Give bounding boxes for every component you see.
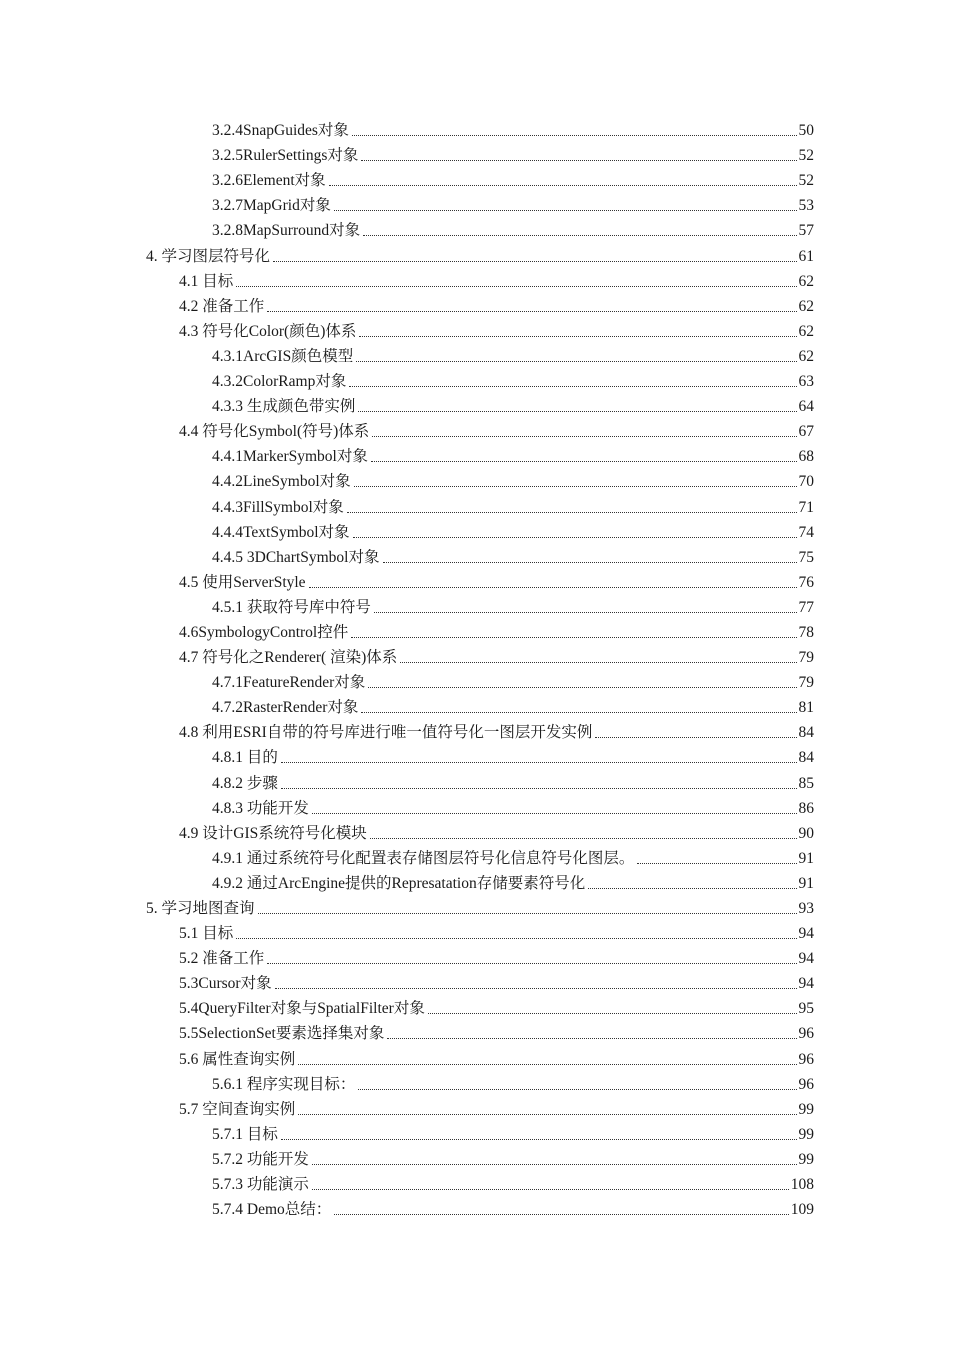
toc-entry-title: 4.4.3FillSymbol对象 <box>212 498 344 516</box>
toc-dot-leader <box>312 1189 789 1190</box>
toc-entry[interactable] <box>0 918 960 943</box>
toc-entry[interactable] <box>0 642 960 667</box>
toc-dot-leader <box>349 386 796 387</box>
toc-entry-page-number: 90 <box>798 824 814 842</box>
toc-entry[interactable] <box>0 943 960 968</box>
toc-entry-title: 4.5 使用ServerStyle <box>179 573 306 591</box>
toc-entry-page-number: 64 <box>798 398 814 416</box>
toc-entry-title: 4.4.5 3DChartSymbol对象 <box>212 548 380 566</box>
toc-entry-page-number: 81 <box>798 699 814 717</box>
toc-entry[interactable] <box>0 266 960 291</box>
toc-entry[interactable] <box>0 1119 960 1144</box>
toc-entry[interactable] <box>0 818 960 843</box>
toc-entry[interactable] <box>0 316 960 341</box>
toc-entry-title: 4.7 符号化之Renderer( 渲染)体系 <box>179 649 398 667</box>
toc-entry-page-number: 84 <box>798 749 814 767</box>
toc-dot-leader <box>334 1214 788 1215</box>
toc-entry-page-number: 74 <box>798 523 814 541</box>
toc-entry-title: 3.2.7MapGrid对象 <box>212 197 331 215</box>
toc-entry-page-number: 61 <box>798 247 814 265</box>
toc-entry[interactable] <box>0 1194 960 1219</box>
toc-entry[interactable] <box>0 441 960 466</box>
toc-entry-page-number: 96 <box>798 1050 814 1068</box>
toc-dot-leader <box>298 1064 796 1065</box>
toc-entry[interactable] <box>0 767 960 792</box>
toc-entry-page-number: 79 <box>798 674 814 692</box>
toc-entry-page-number: 94 <box>798 950 814 968</box>
toc-dot-leader <box>347 512 797 513</box>
toc-entry[interactable] <box>0 240 960 265</box>
toc-entry[interactable] <box>0 291 960 316</box>
toc-entry[interactable] <box>0 1018 960 1043</box>
toc-entry[interactable] <box>0 993 960 1018</box>
toc-dot-leader <box>374 612 797 613</box>
toc-entry[interactable] <box>0 567 960 592</box>
toc-entry[interactable] <box>0 517 960 542</box>
toc-entry-title: 5.7 空间查询实例 <box>179 1100 296 1118</box>
toc-entry-title: 5.6 属性查询实例 <box>179 1050 296 1068</box>
toc-entry-title: 4.8.3 功能开发 <box>212 799 309 817</box>
toc-dot-leader <box>387 1038 796 1039</box>
toc-entry-page-number: 108 <box>790 1176 814 1194</box>
toc-entry[interactable] <box>0 893 960 918</box>
toc-entry-page-number: 75 <box>798 548 814 566</box>
toc-entry-page-number: 96 <box>798 1075 814 1093</box>
toc-entry-title: 3.2.6Element对象 <box>212 172 326 190</box>
toc-dot-leader <box>309 587 797 588</box>
toc-entry-page-number: 79 <box>798 649 814 667</box>
toc-entry[interactable] <box>0 1144 960 1169</box>
toc-dot-leader <box>236 286 796 287</box>
toc-entry[interactable] <box>0 215 960 240</box>
toc-dot-leader <box>428 1013 797 1014</box>
toc-entry-page-number: 53 <box>798 197 814 215</box>
toc-entry[interactable] <box>0 617 960 642</box>
toc-dot-leader <box>334 210 797 211</box>
toc-dot-leader <box>329 185 797 186</box>
toc-dot-leader <box>356 361 796 362</box>
toc-entry-page-number: 62 <box>798 272 814 290</box>
toc-entry-title: 4.3.3 生成颜色带实例 <box>212 398 356 416</box>
toc-dot-leader <box>361 160 796 161</box>
toc-entry-page-number: 86 <box>798 799 814 817</box>
toc-entry-title: 4.4.4TextSymbol对象 <box>212 523 350 541</box>
toc-entry-title: 4.3.2ColorRamp对象 <box>212 373 347 391</box>
toc-entry-page-number: 71 <box>798 498 814 516</box>
toc-dot-leader <box>368 687 796 688</box>
toc-entry-page-number: 94 <box>798 975 814 993</box>
toc-dot-leader <box>267 311 796 312</box>
toc-entry[interactable] <box>0 592 960 617</box>
toc-dot-leader <box>258 913 797 914</box>
toc-entry[interactable] <box>0 1094 960 1119</box>
toc-entry-title: 4.4.1MarkerSymbol对象 <box>212 448 368 466</box>
toc-dot-leader <box>351 637 796 638</box>
toc-entry-title: 4.7.2RasterRender对象 <box>212 699 359 717</box>
toc-entry-title: 4.6SymbologyControl控件 <box>179 623 349 641</box>
toc-entry-title: 5.7.1 目标 <box>212 1125 278 1143</box>
toc-entry-page-number: 52 <box>798 172 814 190</box>
toc-entry[interactable] <box>0 416 960 441</box>
toc-entry-page-number: 77 <box>798 598 814 616</box>
table-of-contents <box>0 115 960 1219</box>
toc-entry-title: 4.4 符号化Symbol(符号)体系 <box>179 423 370 441</box>
toc-entry-page-number: 85 <box>798 774 814 792</box>
toc-entry-page-number: 68 <box>798 448 814 466</box>
toc-dot-leader <box>361 712 796 713</box>
toc-entry-page-number: 62 <box>798 322 814 340</box>
toc-dot-leader <box>273 261 796 262</box>
toc-entry[interactable] <box>0 542 960 567</box>
toc-entry-title: 5.3Cursor对象 <box>179 975 272 993</box>
toc-entry-page-number: 50 <box>798 122 814 140</box>
toc-entry-page-number: 95 <box>798 1000 814 1018</box>
toc-dot-leader <box>298 1114 796 1115</box>
toc-dot-leader <box>354 486 797 487</box>
toc-entry-title: 3.2.4SnapGuides对象 <box>212 122 349 140</box>
toc-dot-leader <box>372 436 796 437</box>
toc-entry-page-number: 99 <box>798 1150 814 1168</box>
toc-entry-title: 4.9.2 通过ArcEngine提供的Represatation存储要素符号化 <box>212 874 586 892</box>
toc-entry-page-number: 93 <box>798 900 814 917</box>
toc-entry[interactable] <box>0 717 960 742</box>
toc-entry-page-number: 78 <box>798 623 814 641</box>
toc-dot-leader <box>275 988 797 989</box>
toc-entry-title: 4.8.2 步骤 <box>212 774 278 792</box>
toc-dot-leader <box>637 863 796 864</box>
toc-entry-page-number: 62 <box>798 347 814 365</box>
toc-entry[interactable] <box>0 115 960 140</box>
toc-entry[interactable] <box>0 742 960 767</box>
toc-entry-page-number: 96 <box>798 1025 814 1043</box>
toc-entry-page-number: 91 <box>798 849 814 867</box>
toc-dot-leader <box>281 788 797 789</box>
toc-entry-title: 4.8 利用ESRI自带的符号库进行唯一值符号化一图层开发实例 <box>179 724 593 742</box>
toc-entry-title: 3.2.8MapSurround对象 <box>212 222 361 240</box>
toc-entry-title: 5.4QueryFilter对象与SpatialFilter对象 <box>179 1000 425 1018</box>
toc-dot-leader <box>358 411 796 412</box>
toc-entry-page-number: 57 <box>798 222 814 240</box>
toc-entry-page-number: 62 <box>798 297 814 315</box>
toc-entry-title: 5.2 准备工作 <box>179 950 265 968</box>
toc-entry-page-number: 70 <box>798 473 814 491</box>
toc-entry-title: 4.7.1FeatureRender对象 <box>212 674 366 692</box>
toc-dot-leader <box>371 461 797 462</box>
toc-entry-title: 3.2.5RulerSettings对象 <box>212 147 359 165</box>
toc-entry-title: 4.8.1 目的 <box>212 749 278 767</box>
toc-entry-title: 4.9 设计GIS系统符号化模块 <box>179 824 367 842</box>
toc-entry[interactable] <box>0 793 960 818</box>
toc-entry-title: 4.5.1 获取符号库中符号 <box>212 598 371 616</box>
toc-entry-page-number: 99 <box>798 1100 814 1118</box>
toc-entry[interactable] <box>0 1043 960 1068</box>
toc-entry[interactable] <box>0 190 960 215</box>
toc-dot-leader <box>358 1089 796 1090</box>
toc-entry-title: 4.3.1ArcGIS颜色模型 <box>212 347 354 365</box>
toc-dot-leader <box>281 762 797 763</box>
toc-entry[interactable] <box>0 366 960 391</box>
toc-dot-leader <box>363 235 796 236</box>
toc-entry-page-number: 91 <box>798 874 814 892</box>
toc-entry[interactable] <box>0 843 960 868</box>
toc-entry-page-number: 84 <box>798 724 814 742</box>
toc-entry-title: 4.1 目标 <box>179 272 234 290</box>
toc-entry-title: 5.7.4 Demo总结： <box>212 1201 332 1219</box>
toc-entry-title: 5. 学习地图查询 <box>146 900 255 917</box>
toc-entry[interactable] <box>0 667 960 692</box>
toc-entry[interactable] <box>0 341 960 366</box>
toc-dot-leader <box>352 135 797 136</box>
toc-dot-leader <box>236 938 796 939</box>
toc-entry[interactable] <box>0 968 960 993</box>
toc-entry[interactable] <box>0 1169 960 1194</box>
toc-dot-leader <box>588 888 796 889</box>
toc-entry[interactable] <box>0 868 960 893</box>
toc-entry-title: 5.1 目标 <box>179 925 234 943</box>
toc-entry[interactable] <box>0 491 960 516</box>
toc-dot-leader <box>370 838 797 839</box>
toc-entry-title: 5.6.1 程序实现目标： <box>212 1075 356 1093</box>
toc-entry-title: 4.2 准备工作 <box>179 297 265 315</box>
toc-dot-leader <box>400 662 796 663</box>
toc-dot-leader <box>267 963 796 964</box>
toc-dot-leader <box>383 562 797 563</box>
toc-dot-leader <box>595 737 796 738</box>
toc-entry[interactable] <box>0 1069 960 1094</box>
toc-entry-title: 5.7.3 功能演示 <box>212 1176 309 1194</box>
toc-entry-page-number: 94 <box>798 925 814 943</box>
toc-dot-leader <box>359 336 796 337</box>
toc-entry[interactable] <box>0 391 960 416</box>
toc-dot-leader <box>312 813 797 814</box>
toc-entry-page-number: 63 <box>798 373 814 391</box>
toc-dot-leader <box>312 1164 797 1165</box>
toc-entry[interactable] <box>0 140 960 165</box>
toc-entry-title: 5.5SelectionSet要素选择集对象 <box>179 1025 385 1043</box>
toc-entry-title: 4.9.1 通过系统符号化配置表存储图层符号化信息符号化图层。 <box>212 849 635 867</box>
toc-entry-title: 4.4.2LineSymbol对象 <box>212 473 351 491</box>
toc-entry-page-number: 99 <box>798 1125 814 1143</box>
toc-entry-page-number: 67 <box>798 423 814 441</box>
toc-entry[interactable] <box>0 466 960 491</box>
toc-entry-page-number: 52 <box>798 147 814 165</box>
toc-entry-page-number: 109 <box>790 1201 814 1219</box>
toc-entry-page-number: 76 <box>798 573 814 591</box>
toc-entry-title: 5.7.2 功能开发 <box>212 1150 309 1168</box>
toc-dot-leader <box>281 1139 797 1140</box>
toc-entry[interactable] <box>0 692 960 717</box>
toc-entry-title: 4.3 符号化Color(颜色)体系 <box>179 322 357 340</box>
toc-entry[interactable] <box>0 165 960 190</box>
toc-dot-leader <box>353 537 797 538</box>
toc-entry-title: 4. 学习图层符号化 <box>146 247 271 265</box>
